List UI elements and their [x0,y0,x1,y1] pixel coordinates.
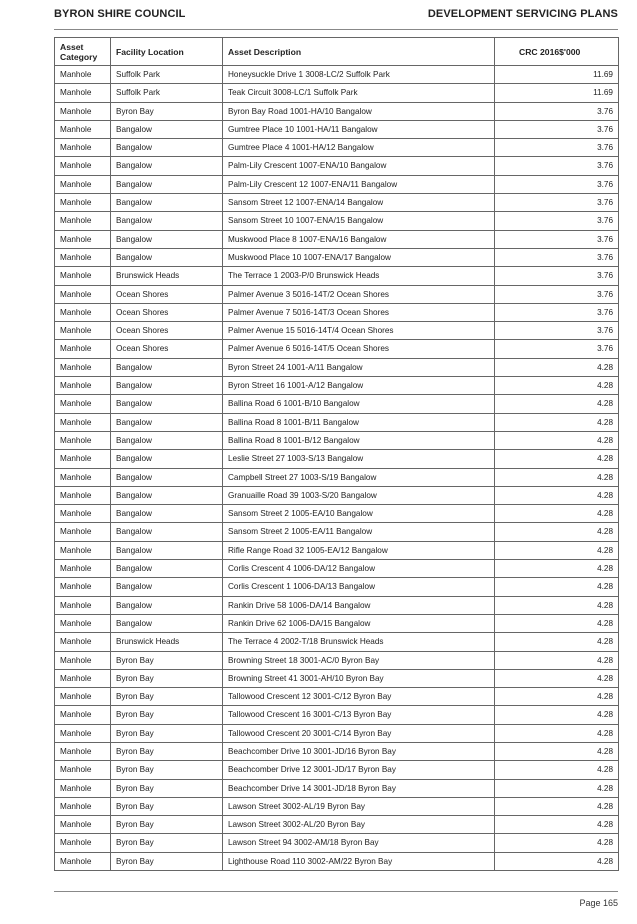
facility-location-cell: Byron Bay [111,797,223,815]
asset-category-cell: Manhole [55,578,111,596]
facility-location-cell: Bangalow [111,578,223,596]
asset-table [54,37,619,871]
asset-description-cell: Gumtree Place 10 1001-HA/11 Bangalow [223,120,495,138]
table-row [55,194,619,212]
asset-description-cell: Honeysuckle Drive 1 3008-LC/2 Suffolk Park [223,66,495,84]
asset-description-cell: Lawson Street 94 3002-AM/18 Byron Bay [223,834,495,852]
asset-category-cell: Manhole [55,84,111,102]
asset-category-cell: Manhole [55,505,111,523]
asset-category-cell: Manhole [55,669,111,687]
crc-value-cell: 4.28 [495,852,619,870]
table-row [55,596,619,614]
crc-value-cell: 4.28 [495,541,619,559]
crc-value-cell: 4.28 [495,742,619,760]
asset-category-cell: Manhole [55,486,111,504]
asset-description-cell: Rifle Range Road 32 1005-EA/12 Bangalow [223,541,495,559]
facility-location-cell: Byron Bay [111,779,223,797]
asset-category-cell: Manhole [55,267,111,285]
crc-value-cell: 4.28 [495,688,619,706]
facility-location-cell: Bangalow [111,175,223,193]
asset-description-cell: Byron Street 16 1001-A/12 Bangalow [223,377,495,395]
asset-category-cell: Manhole [55,157,111,175]
table-row [55,852,619,870]
crc-value-cell: 4.28 [495,779,619,797]
facility-location-cell: Ocean Shores [111,303,223,321]
asset-category-cell: Manhole [55,541,111,559]
asset-description-cell: Rankin Drive 58 1006-DA/14 Bangalow [223,596,495,614]
table-row [55,816,619,834]
crc-value-cell: 4.28 [495,395,619,413]
facility-location-cell: Bangalow [111,139,223,157]
facility-location-cell: Bangalow [111,358,223,376]
asset-category-cell: Manhole [55,212,111,230]
facility-location-cell: Brunswick Heads [111,267,223,285]
facility-location-cell: Bangalow [111,120,223,138]
col-header-asset-description: Asset Description [223,38,495,66]
crc-value-cell: 3.76 [495,175,619,193]
table-row [55,175,619,193]
asset-description-cell: Beachcomber Drive 12 3001-JD/17 Byron Bay [223,761,495,779]
crc-value-cell: 4.28 [495,560,619,578]
crc-value-cell: 4.28 [495,413,619,431]
crc-value-cell: 3.76 [495,267,619,285]
table-row [55,267,619,285]
asset-category-cell: Manhole [55,285,111,303]
facility-location-cell: Bangalow [111,395,223,413]
asset-category-cell: Manhole [55,852,111,870]
footer-divider [54,891,618,892]
table-row [55,633,619,651]
table-row [55,102,619,120]
asset-description-cell: The Terrace 1 2003-P/0 Brunswick Heads [223,267,495,285]
asset-category-cell: Manhole [55,340,111,358]
table-row [55,742,619,760]
crc-value-cell: 4.28 [495,358,619,376]
crc-value-cell: 3.76 [495,303,619,321]
facility-location-cell: Bangalow [111,377,223,395]
crc-value-cell: 3.76 [495,322,619,340]
crc-value-cell: 11.69 [495,66,619,84]
table-row [55,614,619,632]
table-row [55,157,619,175]
facility-location-cell: Byron Bay [111,742,223,760]
crc-value-cell: 4.28 [495,486,619,504]
asset-category-cell: Manhole [55,779,111,797]
crc-value-cell: 4.28 [495,468,619,486]
table-row [55,303,619,321]
crc-value-cell: 4.28 [495,706,619,724]
asset-description-cell: Tallowood Crescent 16 3001-C/13 Byron Bay [223,706,495,724]
facility-location-cell: Bangalow [111,157,223,175]
asset-description-cell: Beachcomber Drive 14 3001-JD/18 Byron Bay [223,779,495,797]
crc-value-cell: 4.28 [495,578,619,596]
asset-description-cell: Beachcomber Drive 10 3001-JD/16 Byron Bay [223,742,495,760]
asset-description-cell: Corlis Crescent 1 1006-DA/13 Bangalow [223,578,495,596]
asset-category-cell: Manhole [55,120,111,138]
col-header-crc: CRC 2016$'000 [495,38,619,66]
table-row [55,578,619,596]
asset-category-cell: Manhole [55,633,111,651]
facility-location-cell: Bangalow [111,541,223,559]
asset-description-cell: Muskwood Place 10 1007-ENA/17 Bangalow [223,248,495,266]
facility-location-cell: Bangalow [111,614,223,632]
asset-category-cell: Manhole [55,724,111,742]
col-header-facility-location: Facility Location [111,38,223,66]
facility-location-cell: Ocean Shores [111,322,223,340]
facility-location-cell: Byron Bay [111,761,223,779]
facility-location-cell: Bangalow [111,560,223,578]
asset-description-cell: Lawson Street 3002-AL/20 Byron Bay [223,816,495,834]
crc-value-cell: 3.76 [495,120,619,138]
facility-location-cell: Ocean Shores [111,340,223,358]
asset-description-cell: Granuaille Road 39 1003-S/20 Bangalow [223,486,495,504]
asset-description-cell: Campbell Street 27 1003-S/19 Bangalow [223,468,495,486]
table-row [55,139,619,157]
asset-category-cell: Manhole [55,230,111,248]
asset-category-cell: Manhole [55,651,111,669]
asset-description-cell: Teak Circuit 3008-LC/1 Suffolk Park [223,84,495,102]
facility-location-cell: Byron Bay [111,816,223,834]
asset-category-cell: Manhole [55,303,111,321]
facility-location-cell: Byron Bay [111,724,223,742]
asset-description-cell: Palmer Avenue 3 5016-14T/2 Ocean Shores [223,285,495,303]
table-row [55,468,619,486]
table-row [55,505,619,523]
asset-category-cell: Manhole [55,816,111,834]
table-row [55,212,619,230]
facility-location-cell: Byron Bay [111,706,223,724]
crc-value-cell: 4.28 [495,724,619,742]
facility-location-cell: Bangalow [111,212,223,230]
asset-description-cell: Tallowood Crescent 20 3001-C/14 Byron Bay [223,724,495,742]
facility-location-cell: Bangalow [111,194,223,212]
facility-location-cell: Byron Bay [111,852,223,870]
table-row [55,66,619,84]
facility-location-cell: Byron Bay [111,688,223,706]
asset-category-cell: Manhole [55,797,111,815]
table-row [55,669,619,687]
crc-value-cell: 4.28 [495,377,619,395]
table-row [55,248,619,266]
asset-category-cell: Manhole [55,614,111,632]
table-row [55,84,619,102]
table-row [55,486,619,504]
table-row [55,797,619,815]
asset-description-cell: Gumtree Place 4 1001-HA/12 Bangalow [223,139,495,157]
facility-location-cell: Byron Bay [111,651,223,669]
asset-description-cell: Ballina Road 8 1001-B/11 Bangalow [223,413,495,431]
asset-description-cell: Sansom Street 10 1007-ENA/15 Bangalow [223,212,495,230]
crc-value-cell: 3.76 [495,212,619,230]
crc-value-cell: 3.76 [495,285,619,303]
asset-description-cell: Palm-Lily Crescent 12 1007-ENA/11 Bangalow [223,175,495,193]
facility-location-cell: Bangalow [111,450,223,468]
facility-location-cell: Ocean Shores [111,285,223,303]
table-row [55,285,619,303]
asset-category-cell: Manhole [55,395,111,413]
table-row [55,358,619,376]
asset-category-cell: Manhole [55,322,111,340]
asset-description-cell: The Terrace 4 2002-T/18 Brunswick Heads [223,633,495,651]
asset-category-cell: Manhole [55,102,111,120]
table-row [55,395,619,413]
crc-value-cell: 3.76 [495,230,619,248]
asset-description-cell: Byron Street 24 1001-A/11 Bangalow [223,358,495,376]
table-row [55,523,619,541]
asset-category-cell: Manhole [55,413,111,431]
facility-location-cell: Bangalow [111,486,223,504]
asset-category-cell: Manhole [55,742,111,760]
table-row [55,322,619,340]
council-name: BYRON SHIRE COUNCIL [54,8,186,20]
asset-description-cell: Lawson Street 3002-AL/19 Byron Bay [223,797,495,815]
crc-value-cell: 4.28 [495,614,619,632]
asset-description-cell: Browning Street 41 3001-AH/10 Byron Bay [223,669,495,687]
facility-location-cell: Byron Bay [111,669,223,687]
asset-category-cell: Manhole [55,175,111,193]
facility-location-cell: Bangalow [111,523,223,541]
facility-location-cell: Bangalow [111,413,223,431]
table-row [55,230,619,248]
facility-location-cell: Suffolk Park [111,66,223,84]
asset-category-cell: Manhole [55,761,111,779]
asset-description-cell: Lighthouse Road 110 3002-AM/22 Byron Bay [223,852,495,870]
asset-category-cell: Manhole [55,596,111,614]
table-row [55,688,619,706]
asset-category-cell: Manhole [55,706,111,724]
asset-description-cell: Ballina Road 6 1001-B/10 Bangalow [223,395,495,413]
page-header [54,8,618,26]
table-body [55,66,619,871]
asset-description-cell: Browning Street 18 3001-AC/0 Byron Bay [223,651,495,669]
crc-value-cell: 4.28 [495,669,619,687]
asset-description-cell: Sansom Street 12 1007-ENA/14 Bangalow [223,194,495,212]
asset-description-cell: Palm-Lily Crescent 1007-ENA/10 Bangalow [223,157,495,175]
table-row [55,651,619,669]
table-row [55,724,619,742]
facility-location-cell: Bangalow [111,230,223,248]
asset-description-cell: Palmer Avenue 7 5016-14T/3 Ocean Shores [223,303,495,321]
facility-location-cell: Bangalow [111,248,223,266]
asset-description-cell: Ballina Road 8 1001-B/12 Bangalow [223,431,495,449]
crc-value-cell: 3.76 [495,102,619,120]
crc-value-cell: 4.28 [495,761,619,779]
table-row [55,431,619,449]
crc-value-cell: 3.76 [495,157,619,175]
crc-value-cell: 4.28 [495,596,619,614]
asset-description-cell: Leslie Street 27 1003-S/13 Bangalow [223,450,495,468]
table-row [55,560,619,578]
crc-value-cell: 3.76 [495,248,619,266]
asset-description-cell: Rankin Drive 62 1006-DA/15 Bangalow [223,614,495,632]
table-row [55,413,619,431]
asset-category-cell: Manhole [55,834,111,852]
facility-location-cell: Bangalow [111,505,223,523]
asset-category-cell: Manhole [55,248,111,266]
crc-value-cell: 4.28 [495,523,619,541]
crc-value-cell: 4.28 [495,431,619,449]
facility-location-cell: Byron Bay [111,834,223,852]
asset-category-cell: Manhole [55,431,111,449]
page-number: Page 165 [579,898,618,908]
asset-category-cell: Manhole [55,688,111,706]
asset-description-cell: Palmer Avenue 6 5016-14T/5 Ocean Shores [223,340,495,358]
crc-value-cell: 11.69 [495,84,619,102]
facility-location-cell: Brunswick Heads [111,633,223,651]
crc-value-cell: 4.28 [495,450,619,468]
asset-description-cell: Sansom Street 2 1005-EA/10 Bangalow [223,505,495,523]
asset-category-cell: Manhole [55,523,111,541]
facility-location-cell: Bangalow [111,468,223,486]
table-row [55,761,619,779]
crc-value-cell: 4.28 [495,633,619,651]
table-row [55,340,619,358]
facility-location-cell: Byron Bay [111,102,223,120]
asset-description-cell: Sansom Street 2 1005-EA/11 Bangalow [223,523,495,541]
document-title: DEVELOPMENT SERVICING PLANS [427,8,618,20]
asset-description-cell: Muskwood Place 8 1007-ENA/16 Bangalow [223,230,495,248]
col-header-asset-category: Asset Category [55,38,111,66]
asset-category-cell: Manhole [55,560,111,578]
table-row [55,779,619,797]
asset-description-cell: Palmer Avenue 15 5016-14T/4 Ocean Shores [223,322,495,340]
asset-category-cell: Manhole [55,66,111,84]
crc-value-cell: 4.28 [495,816,619,834]
crc-value-cell: 3.76 [495,194,619,212]
crc-value-cell: 4.28 [495,651,619,669]
crc-value-cell: 4.28 [495,505,619,523]
table-row [55,120,619,138]
table-header-row [55,38,619,66]
crc-value-cell: 4.28 [495,797,619,815]
facility-location-cell: Suffolk Park [111,84,223,102]
crc-value-cell: 4.28 [495,834,619,852]
asset-category-cell: Manhole [55,468,111,486]
crc-value-cell: 3.76 [495,139,619,157]
asset-category-cell: Manhole [55,139,111,157]
table-row [55,541,619,559]
asset-category-cell: Manhole [55,450,111,468]
facility-location-cell: Bangalow [111,596,223,614]
table-row [55,450,619,468]
asset-category-cell: Manhole [55,377,111,395]
asset-category-cell: Manhole [55,194,111,212]
asset-category-cell: Manhole [55,358,111,376]
asset-description-cell: Corlis Crescent 4 1006-DA/12 Bangalow [223,560,495,578]
crc-value-cell: 3.76 [495,340,619,358]
header-divider [54,29,618,30]
facility-location-cell: Bangalow [111,431,223,449]
table-row [55,834,619,852]
table-row [55,706,619,724]
table-row [55,377,619,395]
asset-description-cell: Byron Bay Road 1001-HA/10 Bangalow [223,102,495,120]
asset-description-cell: Tallowood Crescent 12 3001-C/12 Byron Bay [223,688,495,706]
